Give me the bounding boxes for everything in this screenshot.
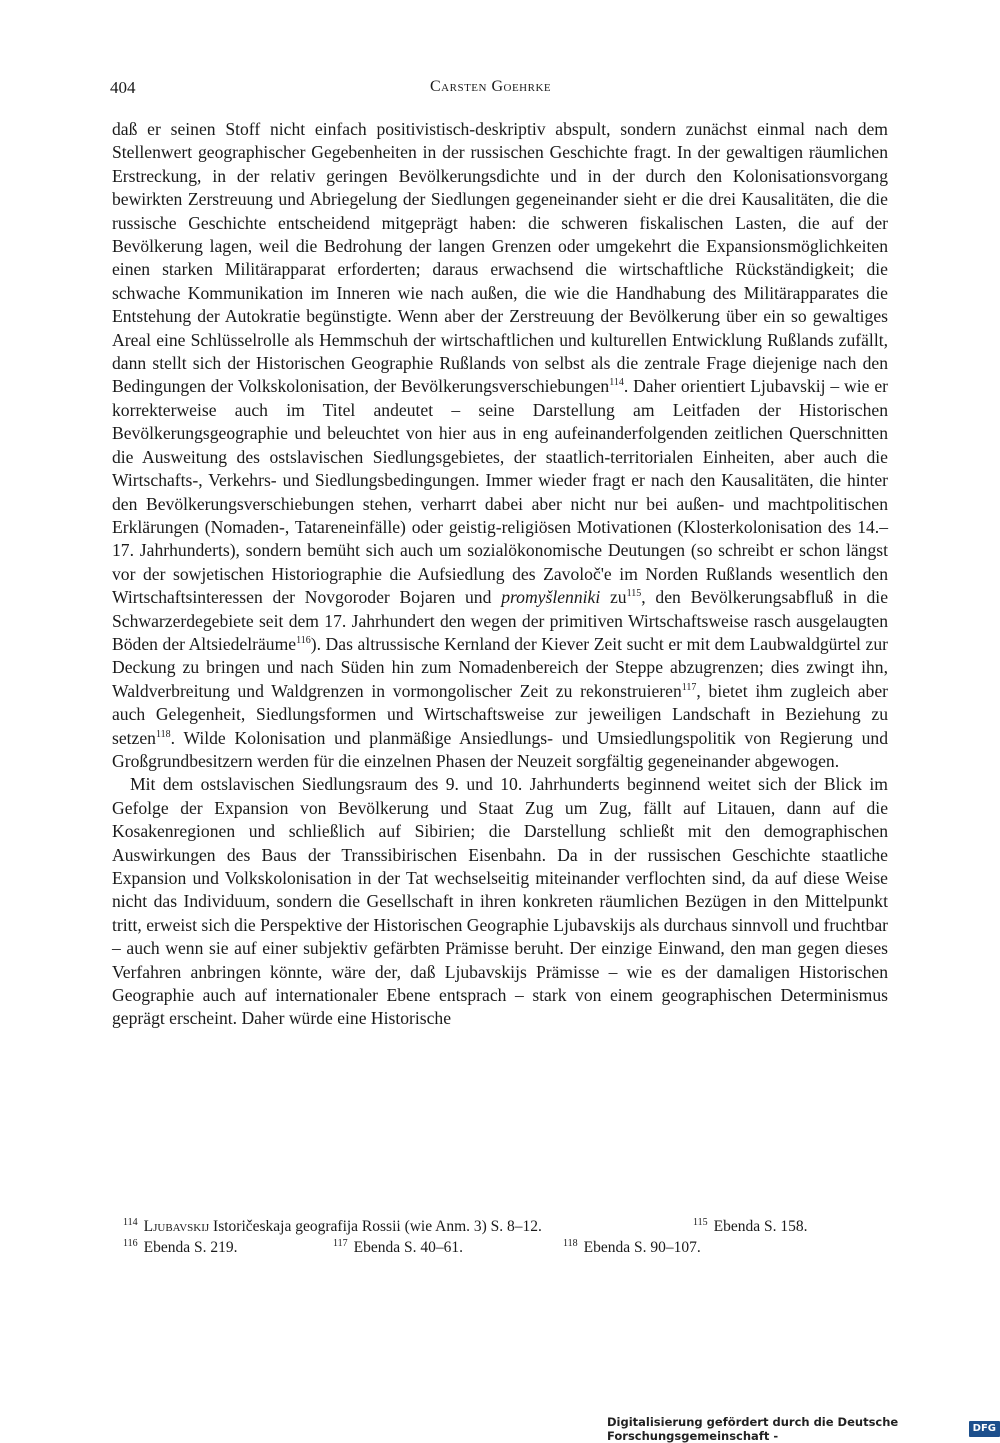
footnote-text: Ebenda S. 40–61. bbox=[353, 1239, 463, 1256]
text-run: , bietet ihm zugleich aber auch Gelegenheit, Siedlungsformen und Wirtschaftsweise zur jeweiligen Landschaft in Beziehung zu setzen bbox=[112, 680, 888, 748]
footnote-marker[interactable]: 114 bbox=[609, 377, 624, 389]
digitization-footer bbox=[607, 1414, 1000, 1443]
digitization-note: Digitalisierung gefördert durch die Deutsche Forschungsgemeinschaft - bbox=[607, 1414, 899, 1443]
text-run: , den Bevölkerungsabfluß in die Schwarzerdegebiete seit dem 17. Jahrhundert den wegen der primitiven Wirtschaftsweise rasch ausgelaugten Böden der Altsiedelräume bbox=[112, 587, 889, 654]
page-number: 404 bbox=[110, 78, 136, 97]
footnote-116 bbox=[123, 1237, 333, 1258]
text-run: ). Das altrussische Kernland der Kiever Zeit sucht er mit dem Laubwaldgürtel zur Deckung zu bringen und nach Süden hin zum Nomadenbereich der Steppe abzugrenzen; dies zwingt ihn, Waldverbreitung und Waldgrenzen in vormongolischer Zeit zu rekonstruieren bbox=[112, 633, 888, 701]
footnote-114 bbox=[123, 1216, 693, 1237]
footnote-marker[interactable]: 118 bbox=[155, 728, 171, 740]
footnote-text: Ebenda S. 90–107. bbox=[583, 1239, 701, 1256]
footnote-row bbox=[123, 1237, 883, 1258]
text-run: . Daher orientiert Ljubavskij – wie er korrekterweise auch im Titel andeutet – seine Darstellung am Leitfaden der Historischen Bevölkerungsgeographie und beleuchtet von hier aus in eng aufeinanderfolgenden zeitlichen Querschnitten die Ausweitung des ostslavischen Siedlungsgebietes, der staatlich-territorialen Einheiten, aber auch die Wirtschafts-, Verkehrs- und Siedlungsbedingungen. Immer wieder fragt er nach den Kausalitäten, die hinter den Bevölkerungsverschiebungen stehen, verharrt dabei aber nicht nur bei außen- und machtpolitischen Erklärungen (Nomaden-, Tatareneinfälle) oder geistig-religiösen Motivationen (Klosterkolonisation des 14.–17. Jahrhunderts), sondern bemüht sich auch um sozialökonomische Deutungen (so schreibt er schon längst vor der sowjetischen Historiographie die Aufsiedlung des Zavoloč'e im Norden Rußlands wesentlich den Wirtschaftsinteressen der Novgoroder Bojaren und bbox=[112, 376, 888, 608]
dfg-logo-icon: DFG bbox=[969, 1421, 1000, 1437]
italic-term: promyšlenniki bbox=[501, 587, 601, 608]
paragraph-1 bbox=[112, 118, 888, 773]
running-head: Carsten Goehrke bbox=[430, 78, 552, 95]
text-run: daß er seinen Stoff nicht einfach positivistisch-deskriptiv abspult, sondern zunächst einmal nach dem Stellenwert geographischer Gegebenheiten in der russischen Geschichte fragt. In der gewaltigen räumlichen Erstreckung, in der relativ geringen Bevölkerungsdichte und in der durch den Kolonisationsvorgang bewirkten Zerstreuung und Abriegelung der Siedlungen gegeneinander sieht er die drei Kausalitäten, die die russische Geschichte entscheidend mitgeprägt haben: die schweren fiskalischen Lasten, die auf der Bevölkerung lagen, weil die Bedrohung der langen Grenzen oder umgekehrt die Expansionsmöglichkeiten einen starken Militärapparat erforderten; daraus erwachsend die wirtschaftliche Rückständigkeit; die schwache Kommunikation im Inneren wie nach außen, die wie die Handhabung des Militärapparates die Entstehung der Autokratie begünstigte. Wenn aber der Zerstreuung der Bevölkerung über ein so gewaltiges Areal eine Schlüsselrolle als Hemmschuh der wirtschaftlichen und kulturellen Entwicklung Rußlands zufällt, dann stellt sich der Historischen Geographie Rußlands von selbst als die zentrale Frage diejenige nach den Bedingungen der Volkskolonisation, der Bevölkerungsverschiebungen bbox=[112, 119, 888, 397]
footnote-number: 117 bbox=[333, 1237, 348, 1249]
footnote-marker[interactable]: 117 bbox=[681, 681, 697, 693]
footnote-marker[interactable]: 115 bbox=[626, 588, 642, 600]
footnote-row bbox=[123, 1216, 883, 1237]
footnote-text: Ebenda S. 158. bbox=[713, 1218, 808, 1235]
footnote-number: 114 bbox=[123, 1216, 138, 1228]
footnote-number: 116 bbox=[123, 1237, 138, 1249]
footnote-115 bbox=[693, 1216, 808, 1237]
footnote-117 bbox=[333, 1237, 563, 1258]
body-text bbox=[112, 118, 888, 1031]
footnote-text: Istoričeskaja geografija Rossii (wie Anm. 3) S. 8–12. bbox=[209, 1218, 542, 1235]
paragraph-2: Mit dem ostslavischen Siedlungsraum des 9. und 10. Jahrhunderts beginnend weitet sich der Blick im Gefolge der Expansion von Bevölkerung und Staat Zug um Zug, fällt auf Litauen, dann auf die Kosakenregionen und schließlich auf Sibirien; die Darstellung schließt mit den demographischen Auswirkungen des Baus der Transsibirischen Eisenbahn. Da in der russischen Geschichte staatliche Expansion und Volkskolonisation in der Tat wechselseitig miteinander verflochten sind, da auf diese Weise nicht das Individuum, sondern die Gesellschaft in ihren konkreten räumlichen Bezügen in den Mittelpunkt tritt, erweist sich die Perspektive der Historischen Geographie Ljubavskijs als durchaus sinnvoll und fruchtbar – auch wenn sie auf einer subjektiv gefärbten Prämisse beruht. Der einzige Einwand, den man gegen dieses Verfahren anbringen könnte, wäre der, daß Ljubavskijs Prämisse – wie es der damaligen Historischen Geographie auch auf internationaler Ebene entsprach – stark von einem geographischen Determinismus geprägt erscheint. Daher würde eine Historische bbox=[112, 774, 888, 1029]
footnote-text: Ebenda S. 219. bbox=[143, 1239, 238, 1256]
footnote-number: 118 bbox=[563, 1237, 578, 1249]
footnotes bbox=[123, 1216, 883, 1258]
text-run: zu bbox=[600, 587, 627, 608]
footnote-author: Ljubavskij bbox=[143, 1218, 210, 1235]
footnote-118 bbox=[563, 1237, 701, 1258]
footnote-marker[interactable]: 116 bbox=[296, 635, 311, 647]
footnote-number: 115 bbox=[693, 1216, 708, 1228]
text-run: . Wilde Kolonisation und planmäßige Ansiedlungs- und Umsiedlungspolitik von Regierung und Großgrundbesitzern werden für die einzelnen Phasen der Neuzeit sorgfältig gegeneinander abgewogen. bbox=[112, 727, 888, 771]
